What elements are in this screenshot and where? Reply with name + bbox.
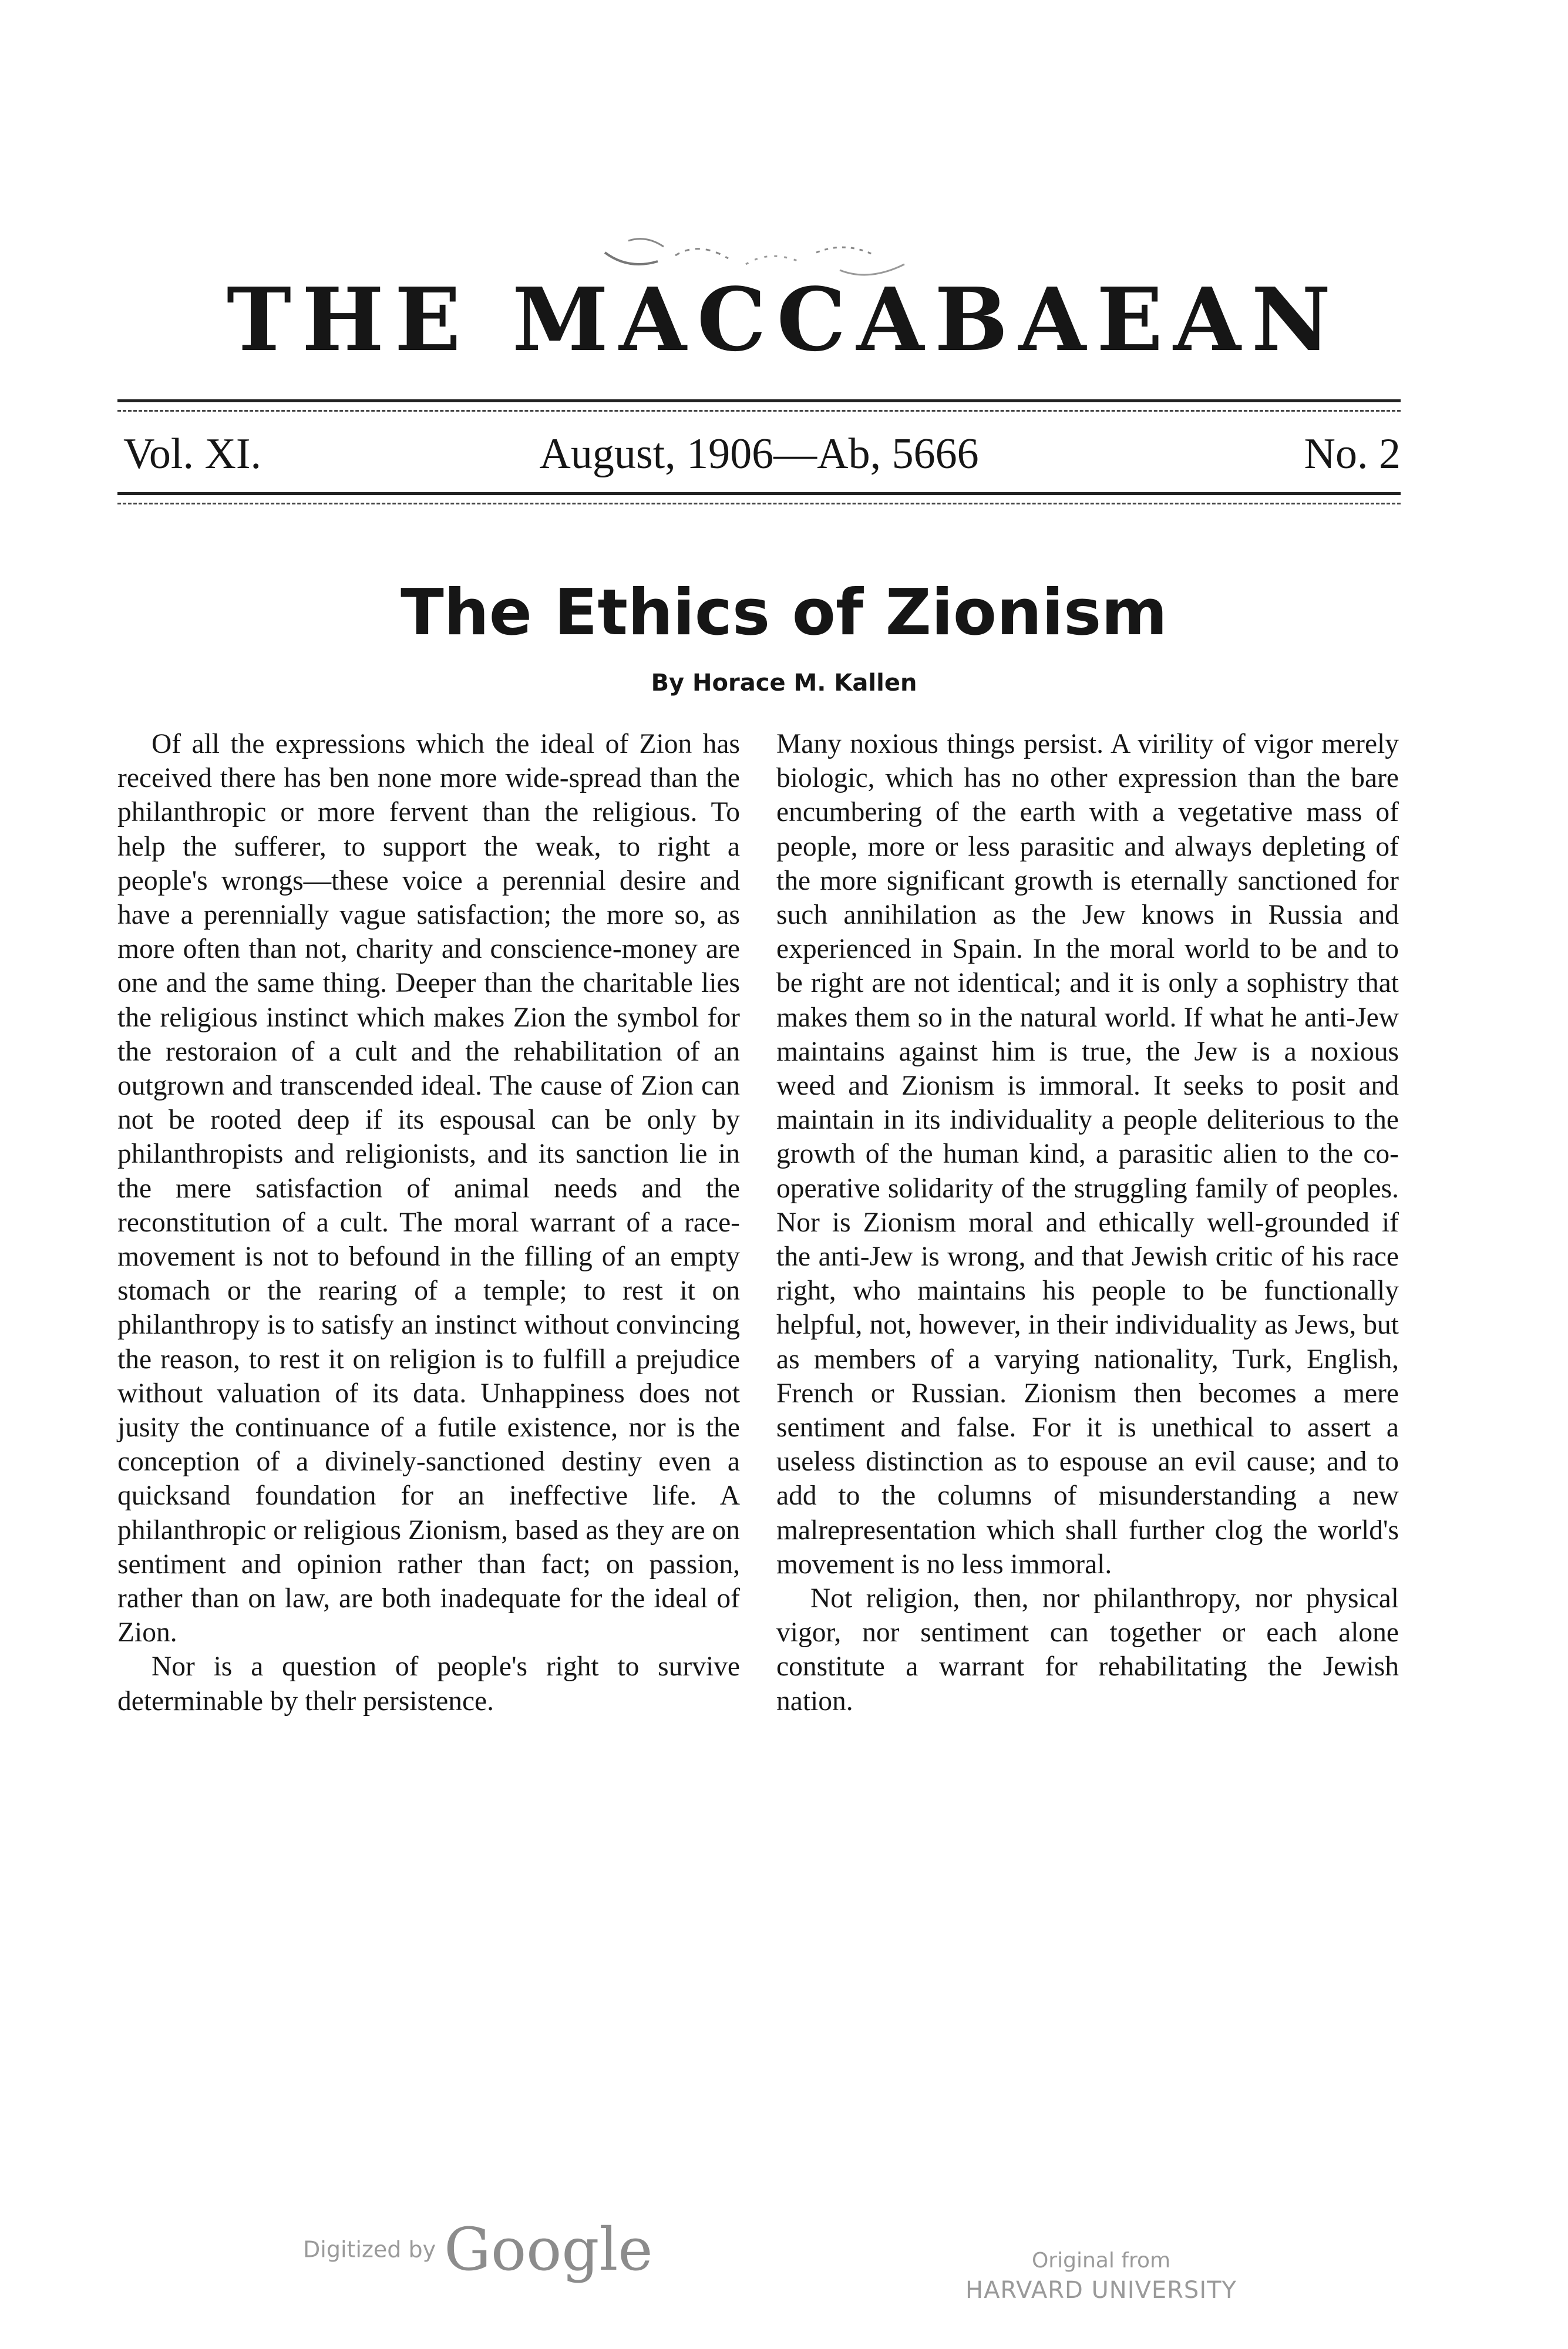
masthead-rule-top <box>117 399 1401 402</box>
issue-date: August, 1906—Ab, 5666 <box>539 430 979 478</box>
masthead-title: THE MACCABAEAN <box>226 268 1342 371</box>
original-from-watermark <box>937 2247 1266 2306</box>
article-title: The Ethics of Zionism <box>401 576 1167 649</box>
article-paragraph: Nor is a question of people's right to survive determinable by thelr persistence. <box>117 1651 740 1717</box>
digitized-by-watermark <box>303 2215 653 2284</box>
article-paragraph: Not religion, then, nor philanthropy, nor physical vigor, nor sentiment can together or each alone constitute a warrant for rehabilitating the Jewish nation. <box>776 1583 1399 1717</box>
issue-line <box>117 428 1401 480</box>
google-logo: Google <box>444 2215 653 2284</box>
article-column-right <box>776 727 1399 1718</box>
article-column-left <box>117 727 740 1718</box>
article-paragraph: Many noxious things persist. A virility of vigor merely biologic, which has no other expression than the bare encumbering of the earth with a vegetative mass of people, more or less parasitic and always depleting of the more significant growth is eternally sanctioned for such annihilation as the Jew knows in Russia and experienced in Spain. In the moral world to be and to be right are not identical; and it is only a sophistry that makes them so in the natural world. If what he anti-Jew maintains against him is true, the Jew is a noxious weed and Zionism is immoral. It seeks to posit and maintain in its individuality a people deliterious to the growth of the human kind, a parasitic alien to the co-operative solidarity of the struggling family of peoples. Nor is Zionism moral and ethically well-grounded if the anti-Jew is wrong, and that Jewish critic of his race right, who maintains his people to be functionally helpful, not, however, in their individuality as Jews, but as members of a varying nationality, Turk, English, French or Russian. Zionism then becomes a mere sentiment and false. For it is unethical to assert a useless distinction as to espouse an evil cause; and to add to the columns of misunderstanding a new malrepresentation which shall further clog the world's movement is no less immoral. <box>776 729 1399 1580</box>
masthead-rule-top-secondary <box>117 410 1401 412</box>
article-byline: By Horace M. Kallen <box>651 669 917 696</box>
issue-rule-bottom-secondary <box>117 503 1401 504</box>
article-paragraph: Of all the expressions which the ideal of Zion has received there has ben none more wide-spread than the philanthropic or more fervent than the religious. To help the sufferer, to support the weak, to right a people's wrongs—these voice a perennial desire and have a perennially vague satisfaction; the more so, as more often than not, charity and conscience-money are one and the same thing. Deeper than the charitable lies the religious instinct which makes Zion the symbol for the restoraion of a cult and the rehabilitation of an outgrown and transcended ideal. The cause of Zion can not be rooted deep if its espousal can be only by philanthropists and religionists, and its sanction lie in the mere satisfaction of animal needs and the reconstitution of a cult. The moral warrant of a race-movement is not to befound in the filling of an empty stomach or the rearing of a temple; to rest it on philanthropy is to satisfy an instinct without convincing the reason, to rest it on religion is to fulfill a prejudice without valuation of its data. Unhappiness does not jusity the continuance of a futile existence, nor is the conception of a divinely-sanctioned destiny even a quicksand foundation for an ineffective life. A philanthropic or religious Zionism, based as they are on sentiment and opinion rather than fact; on passion, rather than on law, are both inadequate for the ideal of Zion. <box>117 729 740 1648</box>
original-from-label: Original from <box>1031 2249 1171 2273</box>
issue-rule-bottom <box>117 492 1401 495</box>
digitized-by-label: Digitized by <box>303 2236 436 2263</box>
issue-volume: Vol. XI. <box>123 430 262 478</box>
issue-number: No. 2 <box>1304 430 1401 478</box>
institution-label: HARVARD UNIVERSITY <box>965 2277 1237 2304</box>
